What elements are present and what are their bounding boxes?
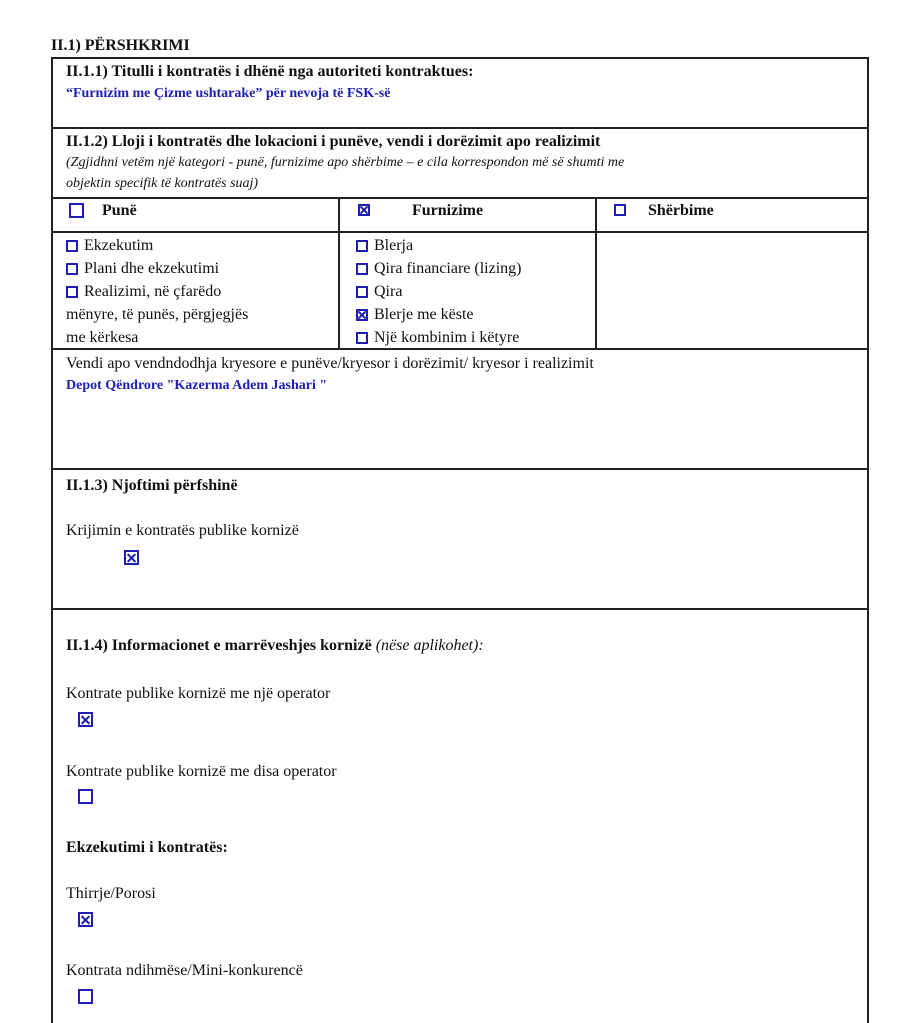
framework-info-note: (nëse aplikohet): [375, 637, 484, 654]
supply-checkbox-blerja[interactable] [356, 240, 368, 252]
mini-competition-label: Kontrata ndihmëse/Mini-konkurencë [66, 962, 303, 979]
supply-checkbox-blerje-me-keste[interactable] [356, 309, 368, 321]
works-option-label-cont: me kërkesa [66, 329, 139, 346]
row-divider [51, 468, 869, 470]
framework-contract-label: Krijimin e kontratës publike kornizë [66, 522, 299, 539]
supply-option-label: Një kombinim i këtyre [374, 329, 520, 346]
supply-option-label: Blerja [374, 237, 414, 254]
table-border-left [51, 57, 53, 1023]
call-order-checkbox[interactable] [78, 912, 93, 927]
section-heading: II.1) PËRSHKRIMI [51, 37, 190, 54]
location-value: Depot Qëndrore "Kazerma Adem Jashari " [66, 378, 328, 393]
works-option-label: Plani dhe ekzekutimi [84, 260, 220, 277]
supply-checkbox-qira[interactable] [356, 286, 368, 298]
works-checkbox-realizimi[interactable] [66, 286, 78, 298]
row-divider [51, 197, 869, 199]
call-order-label: Thirrje/Porosi [66, 885, 156, 902]
supply-option-label: Blerje me këste [374, 306, 474, 323]
framework-contract-checkbox[interactable] [124, 550, 139, 565]
notice-includes-heading: II.1.3) Njoftimi përfshinë [66, 477, 238, 494]
column-divider [595, 197, 597, 349]
supply-option-label: Qira [374, 283, 403, 300]
category-checkbox-sherbime[interactable] [614, 204, 626, 216]
row-divider [51, 231, 869, 233]
supply-checkbox-kombinim[interactable] [356, 332, 368, 344]
single-operator-label: Kontrate publike kornizë me një operator [66, 685, 331, 702]
row-divider [51, 127, 869, 129]
table-border-right [867, 57, 869, 1023]
column-divider [338, 197, 340, 349]
contract-type-note: objektin specifik të kontratës suaj) [66, 176, 259, 191]
contract-title-value: “Furnizim me Çizme ushtarake” për nevoja të FSK-së [66, 86, 391, 101]
single-operator-checkbox[interactable] [78, 712, 93, 727]
table-border-top [51, 57, 869, 59]
location-label: Vendi apo vendndodhja kryesore e punëve/kryesor i dorëzimit/ kryesor i realizimit [66, 355, 594, 372]
framework-info-heading [66, 638, 484, 654]
category-label-pune: Punë [102, 202, 137, 219]
supply-checkbox-lizing[interactable] [356, 263, 368, 275]
supply-option-label: Qira financiare (lizing) [374, 260, 522, 277]
row-divider [51, 608, 869, 610]
category-label-furnizime: Furnizime [412, 202, 484, 219]
works-option-label: Realizimi, në çfarëdo [84, 283, 222, 300]
multi-operator-checkbox[interactable] [78, 789, 93, 804]
category-checkbox-furnizime[interactable] [358, 204, 370, 216]
contract-title-heading: II.1.1) Titulli i kontratës i dhënë nga autoriteti kontraktues: [66, 63, 474, 80]
works-option-label: Ekzekutim [84, 237, 154, 254]
multi-operator-label: Kontrate publike kornizë me disa operator [66, 763, 337, 780]
works-checkbox-ekzekutim[interactable] [66, 240, 78, 252]
execution-heading: Ekzekutimi i kontratës: [66, 839, 228, 856]
works-checkbox-plani[interactable] [66, 263, 78, 275]
category-label-sherbime: Shërbime [648, 202, 714, 219]
row-divider [51, 348, 869, 350]
category-checkbox-pune[interactable] [69, 203, 84, 218]
works-option-label-cont: mënyre, të punës, përgjegjës [66, 306, 249, 323]
contract-type-note: (Zgjidhni vetëm një kategori - punë, furnizime apo shërbime – e cila korrespondon më së shumti me [66, 155, 625, 170]
mini-competition-checkbox[interactable] [78, 989, 93, 1004]
contract-type-heading: II.1.2) Lloji i kontratës dhe lokacioni i punëve, vendi i dorëzimit apo realizimit [66, 133, 601, 150]
framework-info-title: II.1.4) Informacionet e marrëveshjes kornizë [66, 637, 372, 654]
